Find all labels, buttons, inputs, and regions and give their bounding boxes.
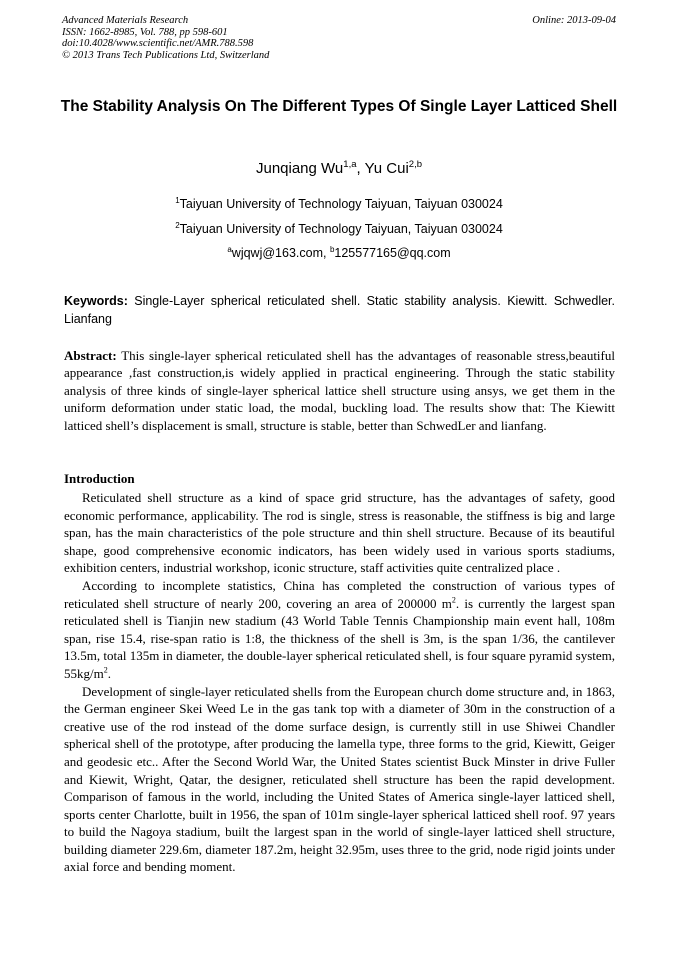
author-superscript: 1,a <box>343 159 357 170</box>
affiliation-mark: 1 <box>175 196 180 205</box>
keywords-label: Keywords: <box>64 294 128 308</box>
copyright-line: © 2013 Trans Tech Publications Ltd, Switzerland <box>62 49 270 61</box>
paragraph: Reticulated shell structure as a kind of space grid structure, has the advantages of safety, good economic performance, applicability. The rod is single, stress is reasonable, the stiffness is big and large span, has the main characteristics of the pole structure and thin shell structure. Because of its beautiful shape, good comprehensive economic indicators, has been widely used in various sports stadiums, exhibition centers, industrial workshop, iconic structure, staff activities quite centralized place . <box>64 490 615 576</box>
email-mark: a <box>227 245 232 254</box>
author-name: Junqiang Wu <box>255 160 344 177</box>
journal-name: Advanced Materials Research <box>62 15 189 26</box>
abstract-label: Abstract: <box>64 348 117 363</box>
journal-header <box>62 15 616 61</box>
affiliation-text: Taiyuan University of Technology Taiyuan, Taiyuan 030024 <box>179 222 503 237</box>
affiliation-text: Taiyuan University of Technology Taiyuan, Taiyuan 030024 <box>179 197 503 212</box>
email-line <box>0 245 678 260</box>
author-name: Yu Cui <box>364 160 409 177</box>
email-link[interactable]: wjqwj@163.com, <box>231 246 330 261</box>
author-line <box>0 159 678 177</box>
affiliation-2 <box>0 221 678 236</box>
keywords-block <box>64 292 615 328</box>
author-separator: , <box>356 160 365 177</box>
keywords-text: Single-Layer spherical reticulated shell. Static stability analysis. Kiewitt. Schwedler. Lianfang <box>64 294 615 326</box>
paper-title: The Stability Analysis On The Different Types Of Single Layer Latticed Shell <box>60 98 618 115</box>
abstract-text: This single-layer spherical reticulated shell has the advantages of reasonable stress,beautiful appearance ,fast construction,is widely applied in practical engineering. Through the static stability analysis of three kinds of single-layer spherical lattice shell structure using ansys, we get them in the uniform deformation under static load, the modal, buckling load. The results show that: The Kiewitt latticed shell’s displacement is small, structure is stable, better than SchwedLer and lianfang. <box>64 348 615 433</box>
paragraph: Development of single-layer reticulated shells from the European church dome structure and, in 1863, the German engineer Skei Weed Le in the gas tank top with a diameter of 30m in the construction of a creative use of the rod instead of the dome surface design, is currently still in use Shiwei Chandler spherical shell of the prototype, after producing the lamella type, three forms to the grid, Kiewitt, Geiger and geodesic etc.. After the Second World War, the United States scientist Buck Minster in drive Fuller and Kiewit, Wright, Qatar, the designer, reticulated shell structure has been the rapid development. Comparison of famous in the world, including the United States of America single-layer latticed shell, sports center Charlotte, built in 1956, the span of 101m single-layer spherical latticed shell roof. 97 years to build the Nagoya stadium, built the largest span in the world of single-layer latticed shell structure, building diameter 229.6m, diameter 187.2m, height 32.95m, uses three to the grid, node rigid joints under axial force and bending moment. <box>64 683 615 875</box>
paragraph <box>64 577 615 683</box>
superscript: 2 <box>103 665 108 675</box>
section-heading: Introduction <box>64 471 135 486</box>
paragraph-text: According to incomplete statistics, China has completed the construction of various types of reticulated shell structure of nearly 200, covering an area of 200000 m <box>64 577 615 611</box>
superscript: 2 <box>451 595 456 605</box>
affiliation-1 <box>0 196 678 211</box>
issn-line: ISSN: 1662-8985, Vol. 788, pp 598-601 <box>62 26 228 38</box>
abstract-block <box>64 347 615 434</box>
introduction-body <box>64 489 615 876</box>
affiliation-mark: 2 <box>175 221 180 230</box>
online-date: Online: 2013-09-04 <box>532 15 616 26</box>
email-link[interactable]: 125577165@qq.com <box>334 246 451 261</box>
paragraph-text: . is currently the largest span reticulated shell is Tianjin new stadium (43 World Table Tennis Championship main event hall, 108m span, rise 15.4, rise-span ratio is 1:8, the thickness of the shell is 3m, is the span 1/36, the cantilever 13.5m, total 135m in diameter, the double-layer spherical reticulated shell, is four square pyramid system, 55kg/m <box>64 595 615 681</box>
paragraph-text: . <box>107 665 111 681</box>
doi-line: doi:10.4028/www.scientific.net/AMR.788.598 <box>62 38 254 49</box>
author-superscript: 2,b <box>408 159 422 170</box>
email-mark: b <box>329 245 335 254</box>
